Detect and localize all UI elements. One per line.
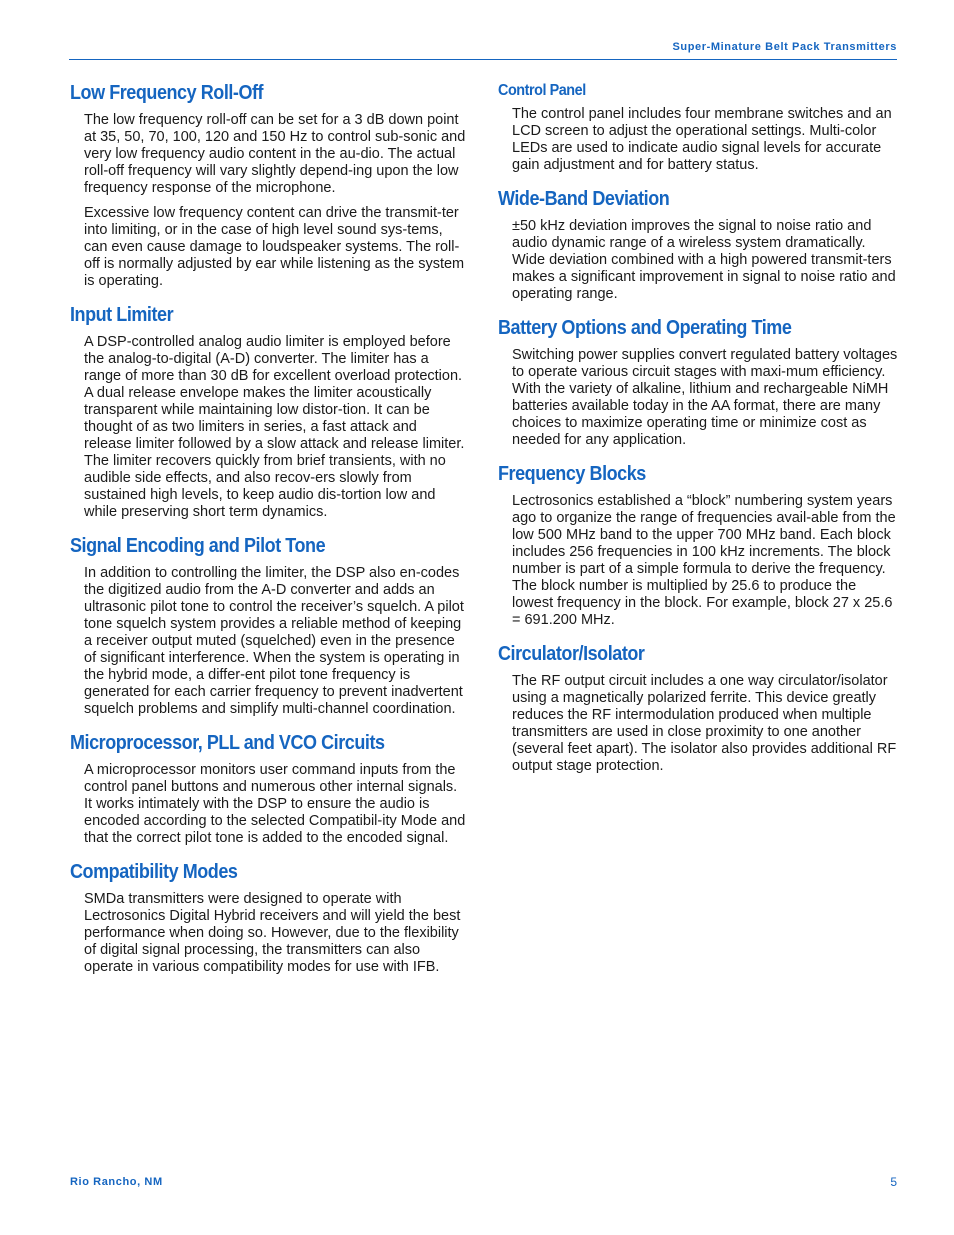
section-wide-band-deviation: [498, 186, 898, 303]
section-heading: Signal Encoding and Pilot Tone: [70, 535, 326, 557]
section-circulator-isolator: [498, 641, 898, 775]
section-heading: Microprocessor, PLL and VCO Circuits: [70, 732, 385, 754]
body-paragraph: The low frequency roll-off can be set for a 3 dB down point at 35, 50, 70, 100, 120 and 150 Hz to control sub-sonic and very low frequency audio content in the au-dio. The actual roll-off frequency will vary slightly depend-ing upon the low frequency response of the microphone.: [84, 112, 466, 196]
section-heading: Battery Options and Operating Time: [498, 317, 792, 339]
body-paragraph: Lectrosonics established a “block” numbering system years ago to organize the range of frequencies avail-able from the low 500 MHz band to the upper 700 MHz band. Each block includes 256 frequencies in 100 kHz increments. The block number is part of a simple formula to derive the frequency. The block number is multiplied by 25.6 to produce the lowest frequency in the block. For example, block 27 x 25.6 = 691.200 MHz.: [512, 493, 896, 628]
right-column: [498, 80, 898, 783]
body-paragraph: Excessive low frequency content can drive the transmit-ter into limiting, or in the case of high level sound sys-tems, can even cause damage to loudspeaker systems. The roll-off is normally adjusted by ear while listening as the system is operating.: [84, 205, 465, 289]
section-heading: Low Frequency Roll-Off: [70, 82, 264, 104]
body-paragraph: ±50 kHz deviation improves the signal to noise ratio and audio dynamic range of a wireless system dramatically. Wide deviation combined with a high powered transmit-ters makes a significant improvement in signal to noise ratio and operating range.: [512, 218, 896, 302]
body-paragraph: The control panel includes four membrane switches and an LCD screen to adjust the operational settings. Multi-color LEDs are used to indicate audio signal levels for accurate gain adjustment and for battery status.: [512, 106, 892, 173]
header-rule: [69, 59, 897, 60]
section-input-limiter: [70, 302, 468, 521]
section-heading: Control Panel: [498, 82, 586, 99]
section-heading: Frequency Blocks: [498, 463, 646, 485]
section-signal-encoding-and-pilot-tone: [70, 533, 468, 718]
section-low-frequency-roll-off: [70, 80, 468, 290]
body-paragraph: A DSP-controlled analog audio limiter is employed before the analog-to-digital (A-D) converter. The limiter has a range of more than 30 dB for excellent overload protection. A dual release envelope makes the limiter acoustically transparent while maintaining low distor-tion. It can be thought of as two limiters in series, a fast attack and release limiter followed by a slow attack and release limiter. The limiter recovers quickly from brief transients, with no audible side effects, and also recov-ers slowly from sustained high levels, to keep audio dis-tortion low and while preserving short term dynamics.: [84, 334, 465, 520]
page-number: 5: [890, 1175, 897, 1189]
body-paragraph: SMDa transmitters were designed to operate with Lectrosonics Digital Hybrid receivers and will yield the best performance when doing so. However, due to the flexibility of digital signal processing, the transmitters can also operate in various compatibility modes for use with IFB.: [84, 891, 461, 975]
section-heading: Compatibility Modes: [70, 861, 238, 883]
section-heading: Circulator/Isolator: [498, 643, 645, 665]
body-paragraph: The RF output circuit includes a one way circulator/isolator using a magnetically polarized ferrite. This device greatly reduces the RF intermodulation produced when multiple transmitters are used in close proximity to one another (several feet apart). The isolator also provides additional RF output stage protection.: [512, 673, 897, 774]
section-frequency-blocks: [498, 461, 898, 629]
section-heading: Wide-Band Deviation: [498, 188, 670, 210]
running-header-title: Super-Minature Belt Pack Transmitters: [672, 41, 897, 53]
section-battery-options-and-operating-time: [498, 315, 898, 449]
section-control-panel: [498, 80, 898, 174]
section-heading: Input Limiter: [70, 304, 174, 326]
footer-location: Rio Rancho, NM: [70, 1176, 163, 1188]
body-paragraph: A microprocessor monitors user command inputs from the control panel buttons and numerous other internal signals. It works intimately with the DSP to ensure the audio is encoded according to the selected Compatibil-ity Mode and that the correct pilot tone is added to the encoded signal.: [84, 762, 466, 846]
left-column: [70, 80, 468, 984]
body-paragraph: Switching power supplies convert regulated battery voltages to operate various circuit stages with maxi-mum efficiency. With the variety of alkaline, lithium and rechargeable NiMH batteries available today in the AA format, there are many choices to maximize operating time or minimize cost as needed for any application.: [512, 347, 898, 448]
body-paragraph: In addition to controlling the limiter, the DSP also en-codes the digitized audio from the A-D converter and adds an ultrasonic pilot tone to control the receiver’s squelch. A pilot tone squelch system provides a reliable method of keeping a receiver output muted (squelched) even in the presence of significant interference. When the system is operating in the hybrid mode, a differ-ent pilot tone frequency is generated for each carrier frequency to prevent inadvertent squelch problems and simplify multi-channel coordination.: [84, 565, 464, 717]
section-microprocessor-pll-and-vco-circuits: [70, 730, 468, 847]
section-compatibility-modes: [70, 859, 468, 976]
